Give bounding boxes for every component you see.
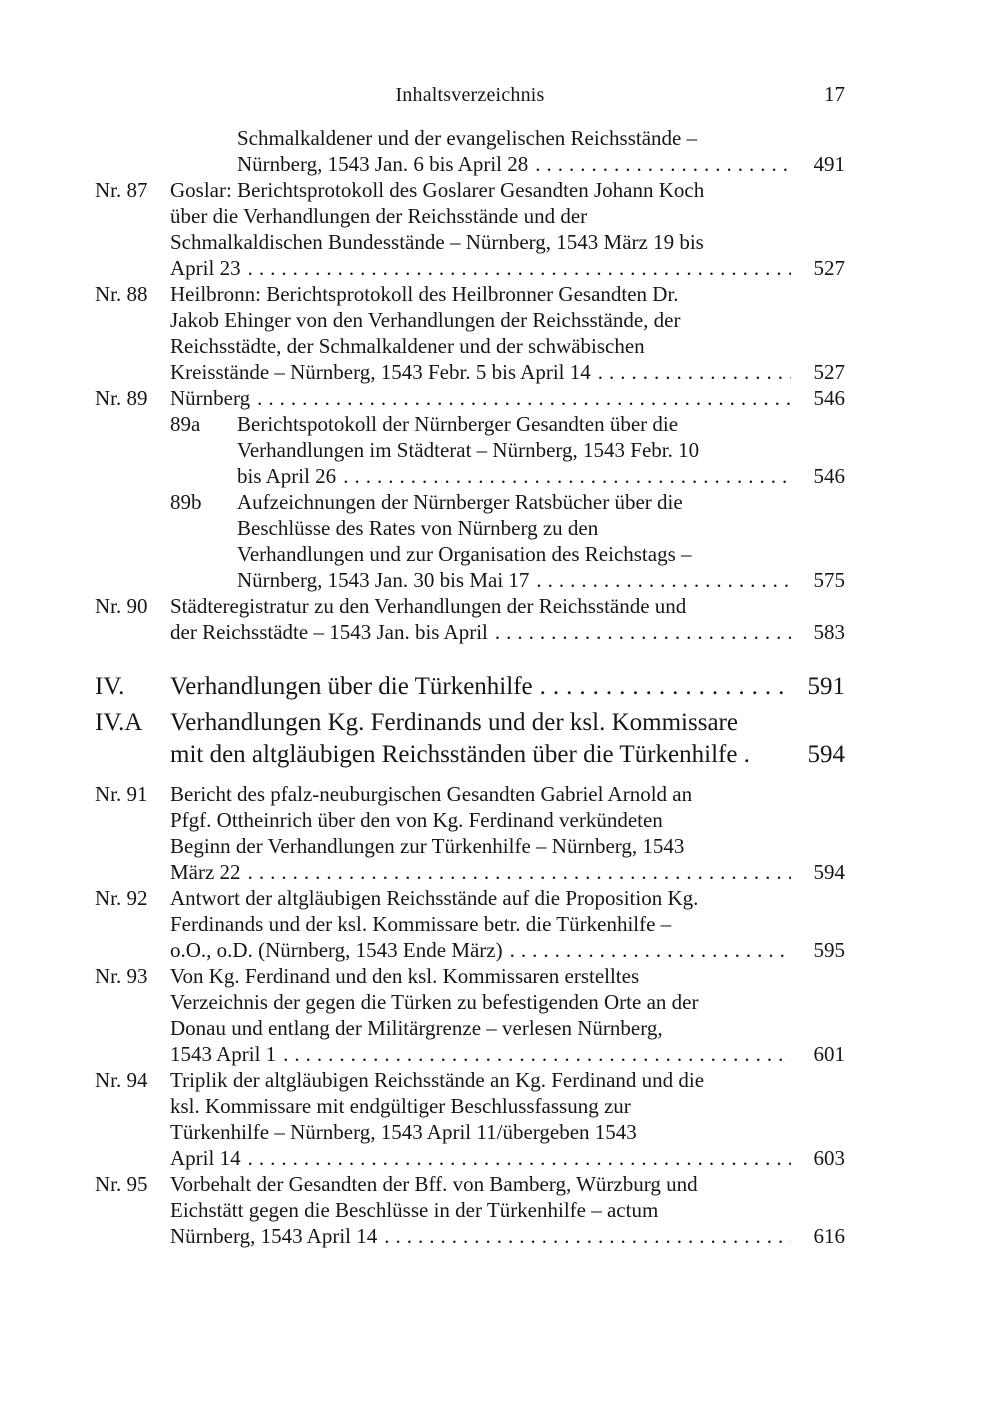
- entry-text: Verhandlungen über die Türkenhilfe: [170, 673, 533, 700]
- dot-leader: [343, 463, 791, 489]
- entry-text: über die Verhandlungen der Reichsstände und der: [170, 204, 588, 228]
- toc-entry-iv-a: [95, 707, 845, 771]
- toc-entry-nr-95: [95, 1171, 845, 1249]
- toc-entry-nr-92: [95, 885, 845, 963]
- entry-number: IV.: [95, 673, 125, 700]
- entry-text: Kreisstände – Nürnberg, 1543 Febr. 5 bis April 14: [170, 360, 591, 384]
- entry-line: [95, 255, 845, 281]
- entry-number: Nr. 89: [95, 386, 148, 410]
- entry-line: [95, 937, 845, 963]
- entry-line: [95, 359, 845, 385]
- toc-entry-iv: [95, 671, 845, 703]
- entry-text: Beschlüsse des Rates von Nürnberg zu den: [237, 516, 599, 540]
- entry-subnumber: 89b: [170, 490, 202, 514]
- toc-entry-nr-87: [95, 177, 845, 281]
- entry-text: Jakob Ehinger von den Verhandlungen der Reichsstände, der: [170, 308, 681, 332]
- toc-entry-cont: [95, 125, 845, 177]
- entry-text: bis April 26: [237, 464, 337, 488]
- entry-text: März 22: [170, 860, 241, 884]
- entry-line: [95, 385, 845, 411]
- entry-line: [95, 203, 845, 229]
- toc-entry-nr-93: [95, 963, 845, 1067]
- dot-leader: [248, 859, 791, 885]
- entry-text: mit den altgläubigen Reichsständen über die Türkenhilfe .: [170, 741, 750, 768]
- entry-text: Aufzeichnungen der Nürnberger Ratsbücher über die: [237, 490, 683, 514]
- entry-page-number: 603: [813, 1146, 845, 1170]
- entry-text: Donau und entlang der Militärgrenze – verlesen Nürnberg,: [170, 1016, 663, 1040]
- entry-line: [95, 1171, 845, 1197]
- dot-leader: [510, 937, 791, 963]
- entry-page-number: 546: [813, 386, 845, 410]
- entry-text: April 14: [170, 1146, 241, 1170]
- entry-page-number: 575: [813, 568, 845, 592]
- entry-line: [95, 1015, 845, 1041]
- entry-number: Nr. 95: [95, 1172, 148, 1196]
- entry-text: ksl. Kommissare mit endgültiger Beschlussfassung zur: [170, 1094, 631, 1118]
- entry-line: [95, 567, 845, 593]
- dot-leader: [248, 255, 791, 281]
- entry-page-number: 546: [813, 464, 845, 488]
- toc-entry-nr-89: [95, 385, 845, 411]
- entry-text: Verhandlungen im Städterat – Nürnberg, 1543 Febr. 10: [237, 438, 700, 462]
- entry-line: [95, 807, 845, 833]
- entry-number: IV.A: [95, 709, 143, 736]
- entry-page-number: 491: [813, 152, 845, 176]
- entry-text: Von Kg. Ferdinand und den ksl. Kommissaren erstelltes: [170, 964, 640, 988]
- entry-line: [95, 229, 845, 255]
- dot-leader: [384, 1223, 791, 1249]
- entry-page-number: 591: [807, 673, 845, 700]
- entry-line: [95, 541, 845, 567]
- entry-page-number: 595: [813, 938, 845, 962]
- entry-line: [95, 833, 845, 859]
- entry-text: Antwort der altgläubigen Reichsstände auf die Proposition Kg.: [170, 886, 699, 910]
- entry-line: [95, 437, 845, 463]
- entry-line: [95, 707, 845, 739]
- entry-text: Ferdinands und der ksl. Kommissare betr. die Türkenhilfe –: [170, 912, 672, 936]
- entry-text: Türkenhilfe – Nürnberg, 1543 April 11/übergeben 1543: [170, 1120, 637, 1144]
- entry-line: [95, 1223, 845, 1249]
- entry-line: [95, 177, 845, 203]
- entry-line: [95, 781, 845, 807]
- dot-leader: [540, 671, 791, 703]
- entry-text: o.O., o.D. (Nürnberg, 1543 Ende März): [170, 938, 503, 962]
- entry-line: [95, 911, 845, 937]
- entry-number: Nr. 87: [95, 178, 148, 202]
- entry-line: [95, 281, 845, 307]
- entry-number: Nr. 94: [95, 1068, 148, 1092]
- entry-line: [95, 885, 845, 911]
- entry-text: Eichstätt gegen die Beschlüsse in der Türkenhilfe – actum: [170, 1198, 659, 1222]
- entry-line: [95, 151, 845, 177]
- entry-line: [95, 671, 845, 703]
- page-content: [95, 84, 845, 1249]
- entry-line: [95, 1119, 845, 1145]
- entry-line: [95, 859, 845, 885]
- entry-page-number: 601: [813, 1042, 845, 1066]
- entry-number: Nr. 91: [95, 782, 148, 806]
- entry-line: [95, 463, 845, 489]
- entry-line: [95, 489, 845, 515]
- toc-entry-nr-88: [95, 281, 845, 385]
- toc-entry-nr-91: [95, 781, 845, 885]
- entry-text: Verhandlungen Kg. Ferdinands und der ksl. Kommissare: [170, 709, 738, 736]
- entry-text: Beginn der Verhandlungen zur Türkenhilfe – Nürnberg, 1543: [170, 834, 685, 858]
- toc-entry-nr-89a: [95, 411, 845, 489]
- entry-text: der Reichsstädte – 1543 Jan. bis April: [170, 620, 488, 644]
- entry-line: [95, 989, 845, 1015]
- page-title: Inhaltsverzeichnis: [395, 84, 545, 106]
- entry-text: Verhandlungen und zur Organisation des Reichstags –: [237, 542, 692, 566]
- dot-leader: [535, 151, 791, 177]
- entry-line: [95, 1197, 845, 1223]
- entry-text: April 23: [170, 256, 241, 280]
- entry-number: Nr. 92: [95, 886, 148, 910]
- entry-line: [95, 515, 845, 541]
- entry-text: Schmalkaldener und der evangelischen Reichsstände –: [237, 126, 698, 150]
- entry-line: [95, 1041, 845, 1067]
- entry-text: Nürnberg, 1543 Jan. 30 bis Mai 17: [237, 568, 530, 592]
- entry-text: Berichtspotokoll der Nürnberger Gesandten über die: [237, 412, 679, 436]
- entry-text: Nürnberg: [170, 386, 251, 410]
- entry-page-number: 594: [813, 860, 845, 884]
- entry-text: Bericht des pfalz-neuburgischen Gesandten Gabriel Arnold an: [170, 782, 693, 806]
- dot-leader: [536, 567, 791, 593]
- entry-text: Pfgf. Ottheinrich über den von Kg. Ferdinand verkündeten: [170, 808, 663, 832]
- entry-line: [95, 619, 845, 645]
- dot-leader: [248, 1145, 791, 1171]
- entry-text: Goslar: Berichtsprotokoll des Goslarer Gesandten Johann Koch: [170, 178, 705, 202]
- toc-entry-nr-89b: [95, 489, 845, 593]
- entry-number: Nr. 90: [95, 594, 148, 618]
- entry-line: [95, 1093, 845, 1119]
- entry-page-number: 594: [807, 741, 845, 768]
- entry-subnumber: 89a: [170, 412, 201, 436]
- toc-entry-nr-94: [95, 1067, 845, 1171]
- entry-line: [95, 1145, 845, 1171]
- toc-entry-nr-90: [95, 593, 845, 645]
- entry-text: Städteregistratur zu den Verhandlungen der Reichsstände und: [170, 594, 687, 618]
- dot-leader: [283, 1041, 791, 1067]
- entry-number: Nr. 88: [95, 282, 148, 306]
- entry-text: Verzeichnis der gegen die Türken zu befestigenden Orte an der: [170, 990, 699, 1014]
- entry-line: [95, 1067, 845, 1093]
- running-head: [95, 84, 845, 106]
- entry-line: [95, 307, 845, 333]
- entry-text: Nürnberg, 1543 Jan. 6 bis April 28: [237, 152, 529, 176]
- toc-list: [95, 125, 845, 1249]
- entry-line: [95, 739, 845, 771]
- entry-page-number: 527: [813, 360, 845, 384]
- entry-text: Reichsstädte, der Schmalkaldener und der schwäbischen: [170, 334, 645, 358]
- entry-page-number: 527: [813, 256, 845, 280]
- entry-line: [95, 333, 845, 359]
- entry-line: [95, 125, 845, 151]
- entry-text: 1543 April 1: [170, 1042, 277, 1066]
- entry-page-number: 616: [813, 1224, 845, 1248]
- entry-text: Heilbronn: Berichtsprotokoll des Heilbronner Gesandten Dr.: [170, 282, 679, 306]
- entry-text: Schmalkaldischen Bundesstände – Nürnberg, 1543 März 19 bis: [170, 230, 704, 254]
- entry-line: [95, 411, 845, 437]
- entry-line: [95, 963, 845, 989]
- dot-leader: [495, 619, 791, 645]
- dot-leader: [257, 385, 791, 411]
- entry-line: [95, 593, 845, 619]
- page-number: 17: [824, 82, 845, 106]
- dot-leader: [598, 359, 791, 385]
- entry-text: Nürnberg, 1543 April 14: [170, 1224, 378, 1248]
- entry-number: Nr. 93: [95, 964, 148, 988]
- entry-text: Vorbehalt der Gesandten der Bff. von Bamberg, Würzburg und: [170, 1172, 698, 1196]
- entry-text: Triplik der altgläubigen Reichsstände an Kg. Ferdinand und die: [170, 1068, 705, 1092]
- entry-page-number: 583: [813, 620, 845, 644]
